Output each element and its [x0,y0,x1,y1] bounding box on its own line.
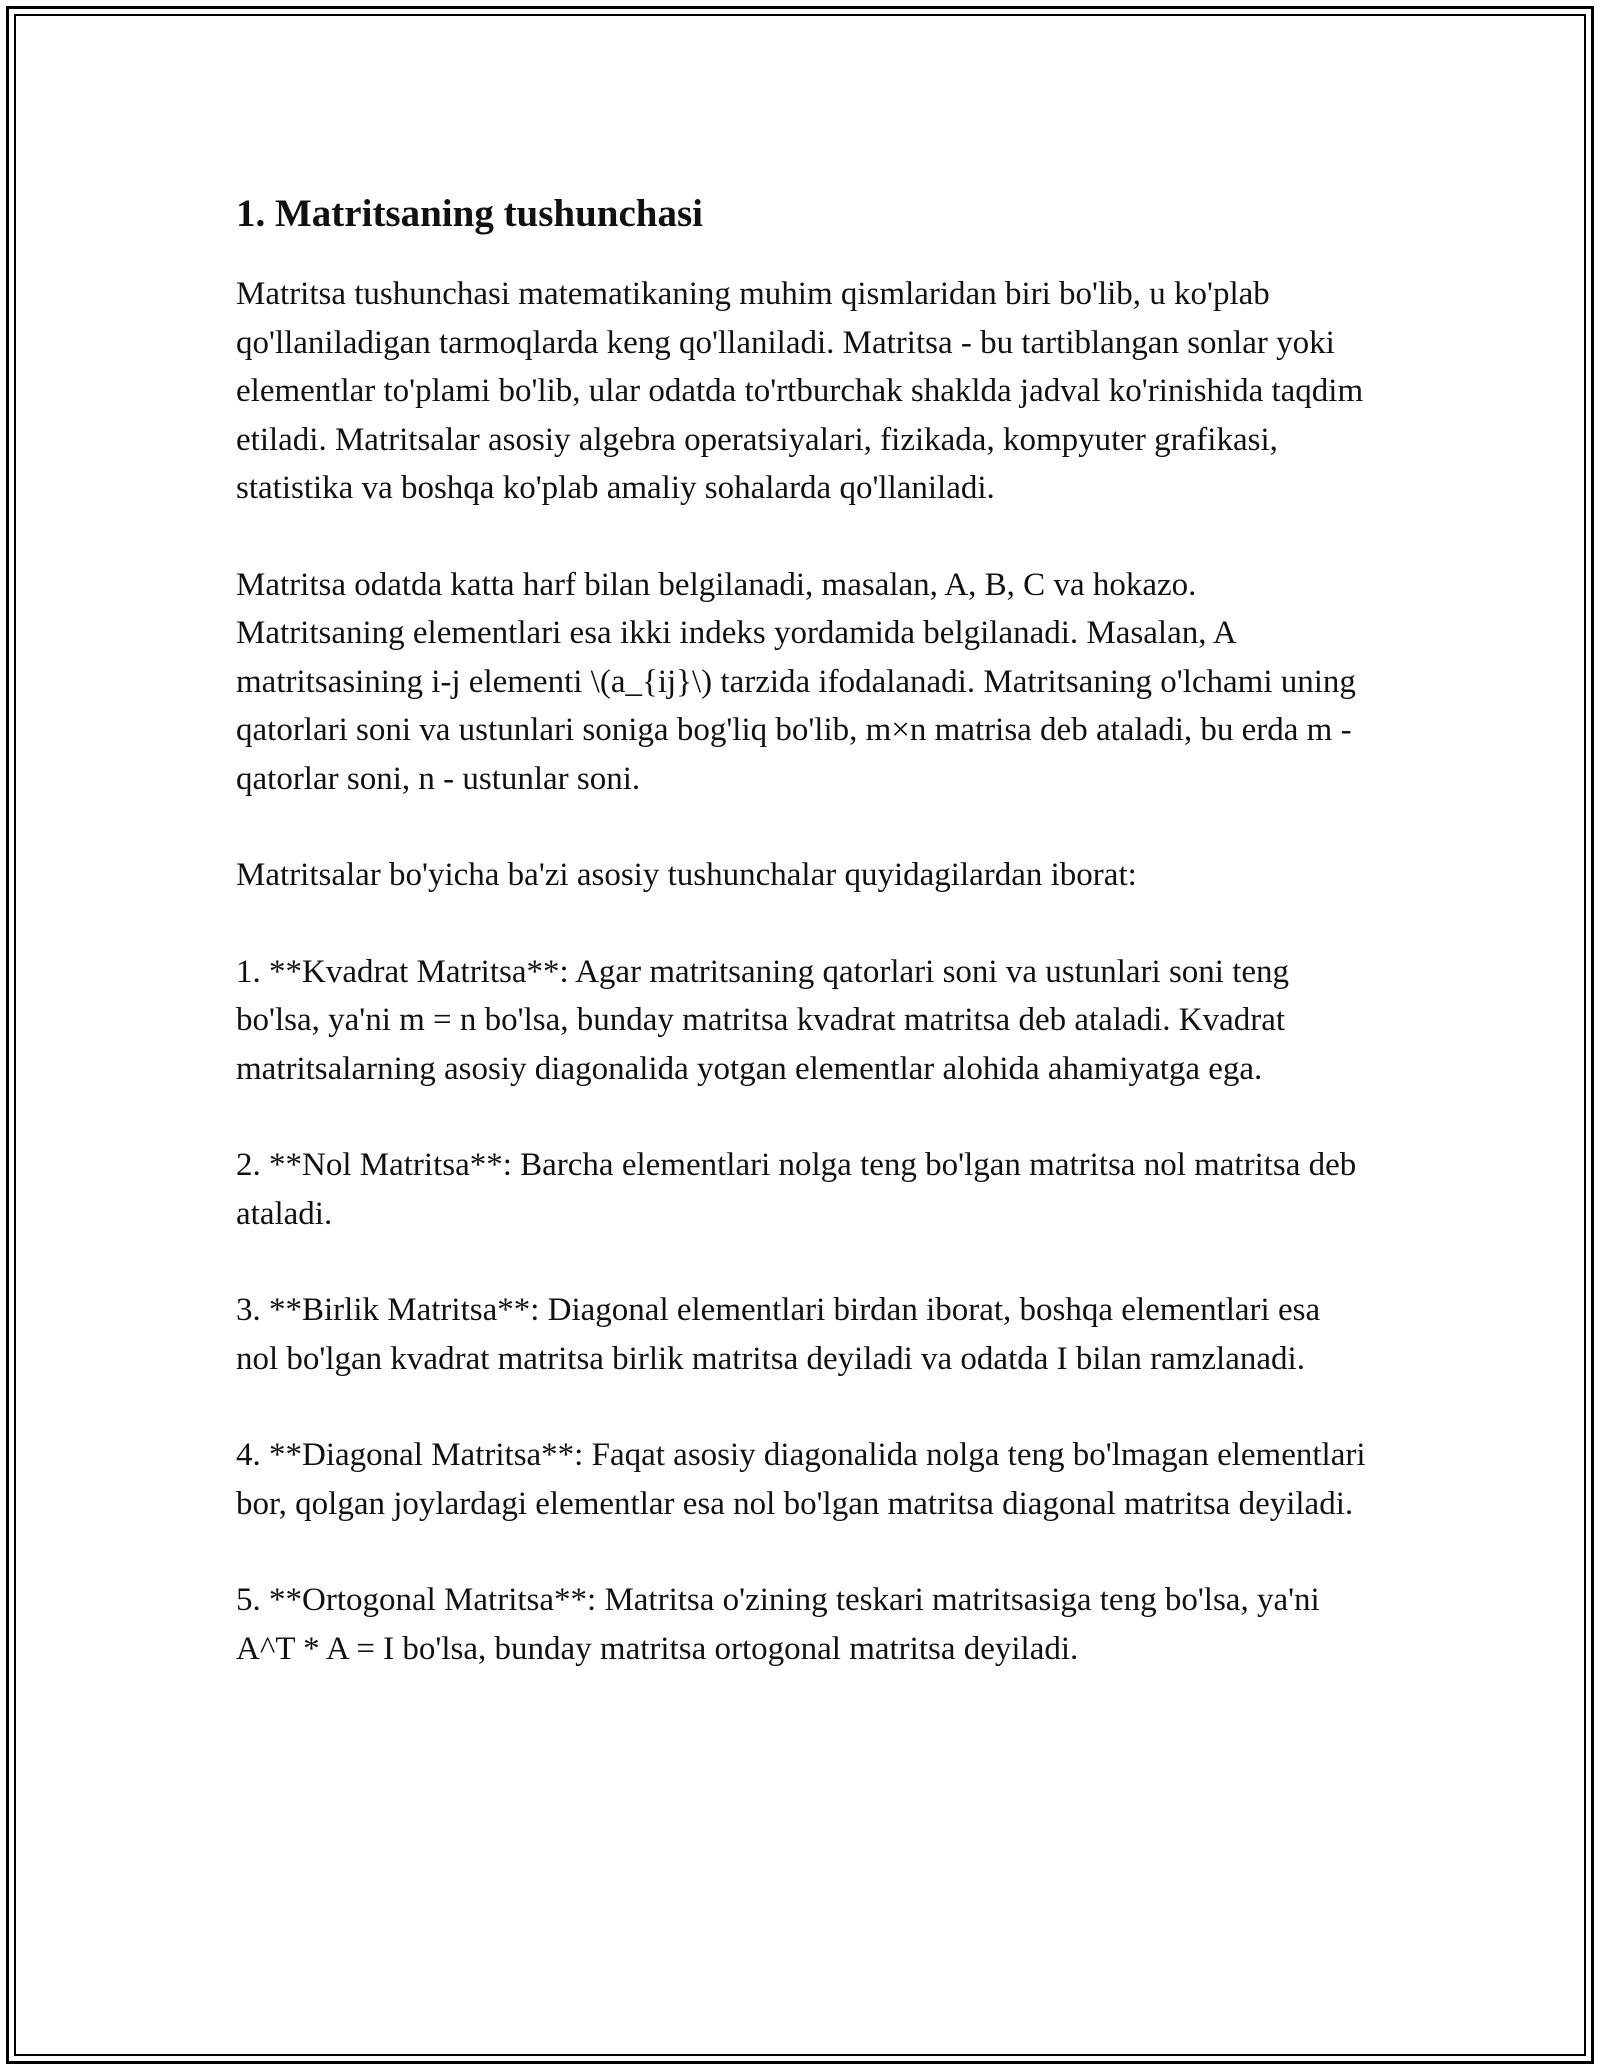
list-item-identity-matrix: 3. **Birlik Matritsa**: Diagonal elementlari birdan iborat, boshqa elementlari esa nol bo'lgan kvadrat matritsa birlik matritsa deyiladi va odatda I bilan ramzlanadi. [236,1292,1321,1377]
section-heading: 1. Matritsaning tushunchasi [236,192,704,235]
list-item-zero-matrix: 2. **Nol Matritsa**: Barcha elementlari nolga teng bo'lgan matritsa nol matritsa deb ataladi. [236,1147,1357,1232]
document-body [236,186,1366,1721]
concepts-intro-paragraph: Matritsalar bo'yicha ba'zi asosiy tushunchalar quyidagilardan iborat: [236,857,1137,893]
list-item-square-matrix: 1. **Kvadrat Matritsa**: Agar matritsaning qatorlari soni va ustunlari soni teng bo'lsa, ya'ni m = n bo'lsa, bunday matritsa kvadrat matritsa deb ataladi. Kvadrat matritsalarning asosiy diagonalida yotgan elementlar alohida ahamiyatga ega. [236,953,1290,1087]
list-item-diagonal-matrix: 4. **Diagonal Matritsa**: Faqat asosiy diagonalida nolga teng bo'lmagan elementlari bor, qolgan joylardagi elementlar esa nol bo'lgan matritsa diagonal matritsa deyiladi. [236,1437,1366,1522]
intro-paragraph: Matritsa tushunchasi matematikaning muhim qismlaridan biri bo'lib, u ko'plab qo'llaniladigan tarmoqlarda keng qo'llaniladi. Matritsa - bu tartiblangan sonlar yoki elementlar to'plami bo'lib, ular odatda to'rtburchak shakldа jadval ko'rinishida taqdim etiladi. Matritsalar asosiy algebra operatsiyalari, fizikada, kompyuter grafikasi, statistika va boshqa ko'plab amaliy sohalarda qo'llaniladi. [236,276,1364,506]
list-item-orthogonal-matrix: 5. **Ortogonal Matritsa**: Matritsa o'zining teskari matritsasiga teng bo'lsa, ya'ni A^T * A = I bo'lsa, bunday matritsa ortogonal matritsa deyiladi. [236,1582,1320,1667]
notation-paragraph: Matritsa odatda katta harf bilan belgilanadi, masalan, A, B, C va hokazo. Matritsaning elementlari esa ikki indeks yordamida belgilanadi. Masalan, A matritsasining i-j elementi \(a_{ij}\) tarzida ifodalanadi. Matritsaning o'lchami uning qatorlari soni va ustunlari soniga bog'liq bo'lib, m×n matrisa deb ataladi, bu erda m - qatorlar soni, n - ustunlar soni. [236,566,1356,797]
